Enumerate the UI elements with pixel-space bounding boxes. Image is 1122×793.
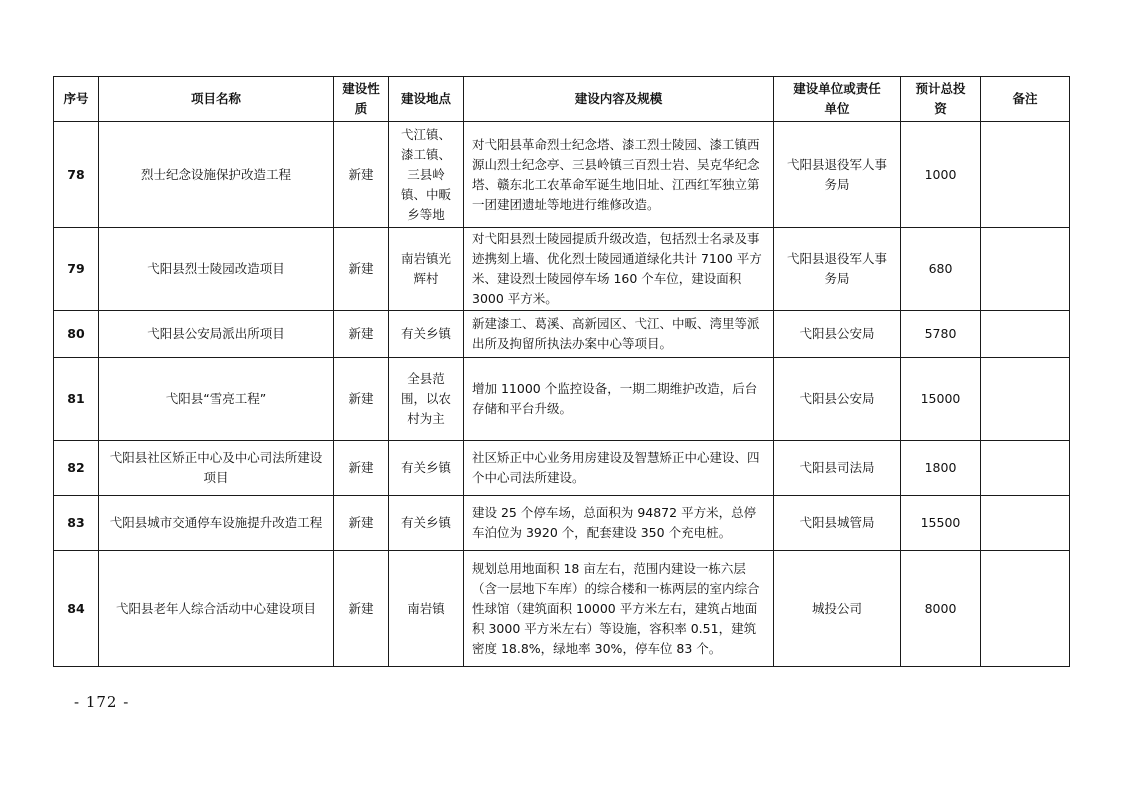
row-content: 建设 25 个停车场，总面积为 94872 平方米，总停车泊位为 3920 个，配套建设 350 个充电桩。 [464,496,774,551]
row-name: 弋阳县老年人综合活动中心建设项目 [99,551,334,667]
row-location: 有关乡镇 [389,496,464,551]
header-name: 项目名称 [99,77,334,122]
row-invest: 8000 [901,551,981,667]
row-nature: 新建 [334,228,389,311]
row-invest: 680 [901,228,981,311]
table-row [54,496,1070,551]
row-location: 弋江镇、漆工镇、三县岭镇、中畈乡等地 [389,122,464,228]
row-invest: 1800 [901,441,981,496]
row-seq: 80 [54,311,99,358]
row-invest: 15000 [901,358,981,441]
page-number: - 172 - [74,693,130,711]
row-content: 新建漆工、葛溪、高新园区、弋江、中畈、湾里等派出所及拘留所执法办案中心等项目。 [464,311,774,358]
row-unit: 弋阳县公安局 [774,311,901,358]
row-remark [981,228,1070,311]
header-remark: 备注 [981,77,1070,122]
row-nature: 新建 [334,311,389,358]
table-header-row [54,77,1070,122]
row-name: 弋阳县“雪亮工程” [99,358,334,441]
row-location: 南岩镇 [389,551,464,667]
table-row [54,311,1070,358]
row-unit: 弋阳县退役军人事务局 [774,228,901,311]
row-nature: 新建 [334,551,389,667]
row-unit: 弋阳县司法局 [774,441,901,496]
row-remark [981,441,1070,496]
row-remark [981,496,1070,551]
row-location: 有关乡镇 [389,441,464,496]
project-table [53,76,1070,667]
row-unit: 弋阳县公安局 [774,358,901,441]
row-name: 烈士纪念设施保护改造工程 [99,122,334,228]
row-invest: 1000 [901,122,981,228]
row-invest: 5780 [901,311,981,358]
row-content: 社区矫正中心业务用房建设及智慧矫正中心建设、四个中心司法所建设。 [464,441,774,496]
row-unit: 弋阳县退役军人事务局 [774,122,901,228]
row-location: 南岩镇光辉村 [389,228,464,311]
row-seq: 82 [54,441,99,496]
header-seq: 序号 [54,77,99,122]
row-remark [981,551,1070,667]
table-row [54,228,1070,311]
row-content: 对弋阳县革命烈士纪念塔、漆工烈士陵园、漆工镇西源山烈士纪念亭、三县岭镇三百烈士岩、吴克华纪念塔、赣东北工农革命军诞生地旧址、江西红军独立第一团建团遗址等地进行维修改造。 [464,122,774,228]
table-row [54,441,1070,496]
row-seq: 78 [54,122,99,228]
header-invest: 预计总投资 [901,77,981,122]
row-content: 对弋阳县烈士陵园提质升级改造，包括烈士名录及事迹携刻上墙、优化烈士陵园通道绿化共计 7100 平方米、建设烈士陵园停车场 160 个车位，建设面积 3000 平方米。 [464,228,774,311]
row-remark [981,311,1070,358]
row-name: 弋阳县社区矫正中心及中心司法所建设项目 [99,441,334,496]
row-remark [981,122,1070,228]
row-seq: 84 [54,551,99,667]
row-name: 弋阳县城市交通停车设施提升改造工程 [99,496,334,551]
header-content: 建设内容及规模 [464,77,774,122]
row-unit: 弋阳县城管局 [774,496,901,551]
row-invest: 15500 [901,496,981,551]
header-nature: 建设性质 [334,77,389,122]
table-row [54,358,1070,441]
table-row [54,122,1070,228]
row-nature: 新建 [334,358,389,441]
row-location: 全县范围，以农村为主 [389,358,464,441]
row-content: 增加 11000 个监控设备，一期二期维护改造，后台存储和平台升级。 [464,358,774,441]
header-location: 建设地点 [389,77,464,122]
row-nature: 新建 [334,122,389,228]
row-nature: 新建 [334,496,389,551]
row-remark [981,358,1070,441]
row-seq: 83 [54,496,99,551]
row-unit: 城投公司 [774,551,901,667]
row-content: 规划总用地面积 18 亩左右，范围内建设一栋六层（含一层地下车库）的综合楼和一栋两层的室内综合性球馆（建筑面积 10000 平方米左右，建筑占地面积 3000 平方米左右）等设施，容积率 0.51，建筑密度 18.8%，绿地率 30%，停车位 83 个。 [464,551,774,667]
row-location: 有关乡镇 [389,311,464,358]
row-seq: 79 [54,228,99,311]
row-name: 弋阳县烈士陵园改造项目 [99,228,334,311]
row-nature: 新建 [334,441,389,496]
header-unit: 建设单位或责任单位 [774,77,901,122]
row-seq: 81 [54,358,99,441]
row-name: 弋阳县公安局派出所项目 [99,311,334,358]
table-row [54,551,1070,667]
